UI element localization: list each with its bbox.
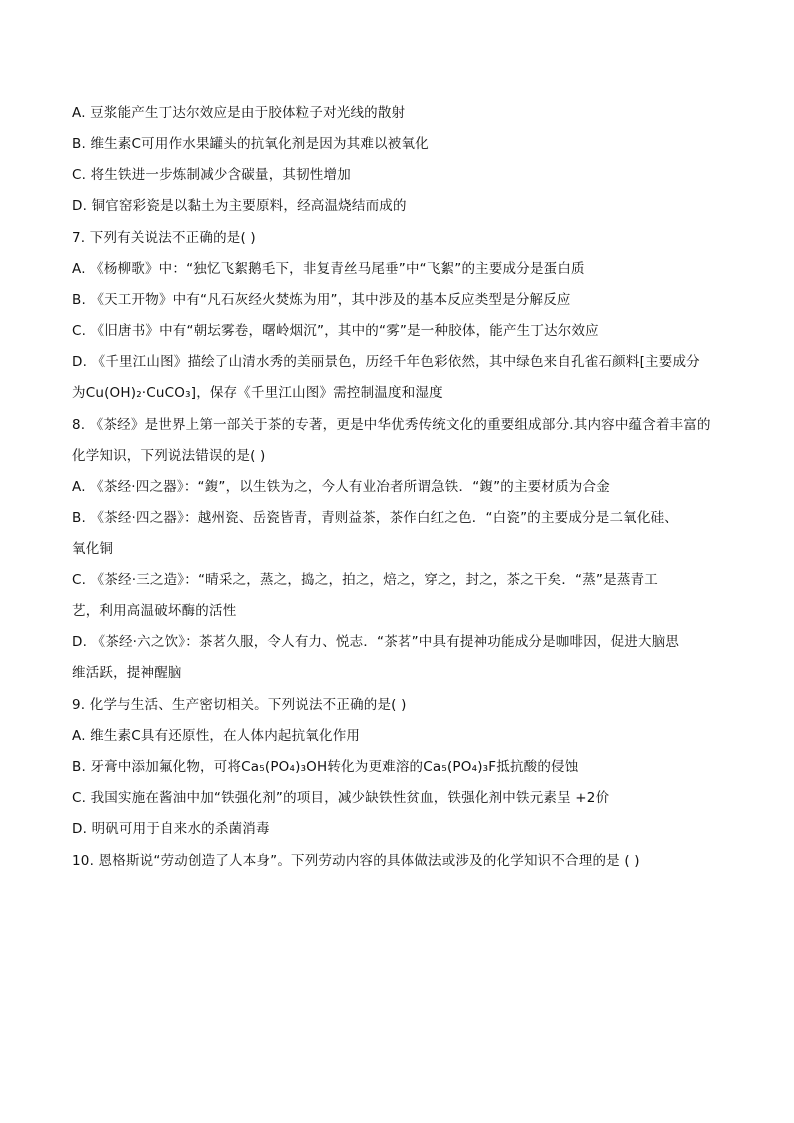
question-10: 10. 恩格斯说“劳动创造了人本身”。下列劳动内容的具体做法或涉及的化学知识不合理的是 ( ) <box>72 853 640 869</box>
option-6c: C. 将生铁进一步炼制减少含碳量，其韧性增加 <box>72 167 351 183</box>
option-9b: B. 牙膏中添加氟化物，可将Ca₅(PO₄)₃OH转化为更难溶的Ca₅(PO₄)₃F抵抗酸的侵蚀 <box>72 759 579 775</box>
option-8b: B. 《茶经·四之器》：越州瓷、岳瓷皆青，青则益茶，茶作白红之色．“白瓷”的主要成分是二氧化硅、 <box>72 510 678 526</box>
option-7d: D. 《千里江山图》描绘了山清水秀的美丽景色，历经千年色彩依然，其中绿色来自孔雀石颜料[主要成分 <box>72 354 700 370</box>
option-6d: D. 铜官窑彩瓷是以黏土为主要原料，经高温烧结而成的 <box>72 198 407 214</box>
option-7a: A. 《杨柳歌》中：“独忆飞絮鹅毛下，非复青丝马尾垂”中“飞絮”的主要成分是蛋白质 <box>72 261 585 277</box>
option-8b-cont: 氧化铜 <box>72 541 114 557</box>
option-8c-cont: 艺，利用高温破坏酶的活性 <box>72 603 237 619</box>
option-9d: D. 明矾可用于自来水的杀菌消毒 <box>72 821 270 837</box>
option-9a: A. 维生素C具有还原性，在人体内起抗氧化作用 <box>72 728 361 744</box>
option-8d-cont: 维活跃，提神醒脑 <box>72 665 182 681</box>
option-7d-cont: 为Cu(OH)₂·CuCO₃]，保存《千里江山图》需控制温度和湿度 <box>72 385 443 401</box>
option-8d: D. 《茶经·六之饮》：茶茗久服，令人有力、悦志．“茶茗”中具有提神功能成分是咖啡因，促进大脑思 <box>72 634 680 650</box>
option-6a: A. 豆浆能产生丁达尔效应是由于胶体粒子对光线的散射 <box>72 105 406 121</box>
option-8a: A. 《茶经·四之器》：“鍑”，以生铁为之，今人有业冶者所谓急铁．“鍑”的主要材质为合金 <box>72 479 610 495</box>
option-6b: B. 维生素C可用作水果罐头的抗氧化剂是因为其难以被氧化 <box>72 136 429 152</box>
option-7b: B. 《天工开物》中有“凡石灰经火焚炼为用”，其中涉及的基本反应类型是分解反应 <box>72 292 571 308</box>
question-8-cont: 化学知识，下列说法错误的是( ) <box>72 448 266 464</box>
question-9: 9. 化学与生活、生产密切相关。下列说法不正确的是( ) <box>72 697 407 713</box>
option-7c: C. 《旧唐书》中有“朝坛雾卷，曙岭烟沉”，其中的“雾”是一种胶体，能产生丁达尔效应 <box>72 323 599 339</box>
question-8: 8. 《茶经》是世界上第一部关于茶的专著，更是中华优秀传统文化的重要组成部分.其内容中蕴含着丰富的 <box>72 417 711 433</box>
option-8c: C. 《茶经·三之造》：“晴采之，蒸之，捣之，拍之，焙之，穿之，封之，茶之干矣．“蒸”是蒸青工 <box>72 572 658 588</box>
option-9c: C. 我国实施在酱油中加“铁强化剂”的项目，减少缺铁性贫血，铁强化剂中铁元素呈 +2价 <box>72 790 610 806</box>
question-7: 7. 下列有关说法不正确的是( ) <box>72 230 256 246</box>
